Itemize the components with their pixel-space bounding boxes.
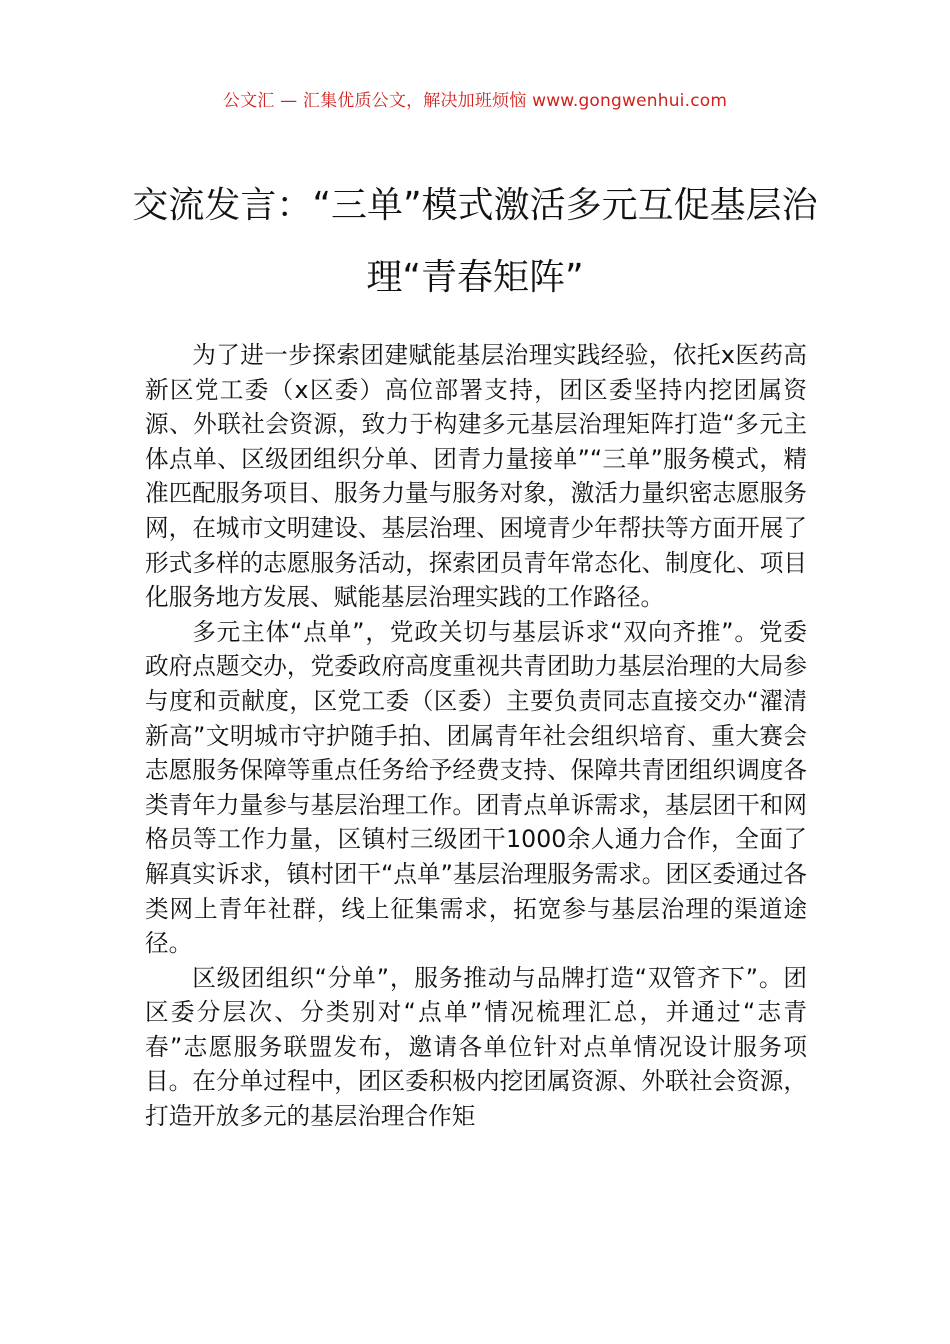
document-title: 交流发言：“三单”模式激活多元互促基层治理“青春矩阵” <box>132 185 818 298</box>
document-body <box>145 338 807 1134</box>
paragraph-point-order: 多元主体“点单”，党政关切与基层诉求“双向齐推”。党委政府点题交办，党委政府高度重视共青团助力基层治理的大局参与度和贡献度，区党工委（区委）主要负责同志直接交办“濯清新高”文明城市守护随手拍、团属青年社会组织培育、重大赛会志愿服务保障等重点任务给予经费支持、保障共青团组织调度各类青年力量参与基层治理工作。团青点单诉需求，基层团干和网格员等工作力量，区镇村三级团干1000余人通力合作，全面了解真实诉求，镇村团干“点单”基层治理服务需求。团区委通过各类网上青年社群，线上征集需求，拓宽参与基层治理的渠道途径。 <box>145 617 807 958</box>
header-banner[interactable]: 公文汇 — 汇集优质公文，解决加班烦恼 www.gongwenhui.com <box>222 91 728 111</box>
paragraph-intro: 为了进一步探索团建赋能基层治理实践经验，依托x医药高新区党工委（x区委）高位部署支持，团区委坚持内挖团属资源、外联社会资源，致力于构建多元基层治理矩阵打造“多元主体点单、区级团组织分单、团青力量接单”“三单”服务模式，精准匹配服务项目、服务力量与服务对象，激活力量织密志愿服务网，在城市文明建设、基层治理、困境青少年帮扶等方面开展了形式多样的志愿服务活动，探索团员青年常态化、制度化、项目化服务地方发展、赋能基层治理实践的工作路径。 <box>145 341 807 612</box>
paragraph-dispatch-order: 区级团组织“分单”，服务推动与品牌打造“双管齐下”。团区委分层次、分类别对“点单”情况梳理汇总，并通过“志青春”志愿服务联盟发布，邀请各单位针对点单情况设计服务项目。在分单过程中，团区委积极内挖团属资源、外联社会资源，打造开放多元的基层治理合作矩 <box>145 963 807 1131</box>
